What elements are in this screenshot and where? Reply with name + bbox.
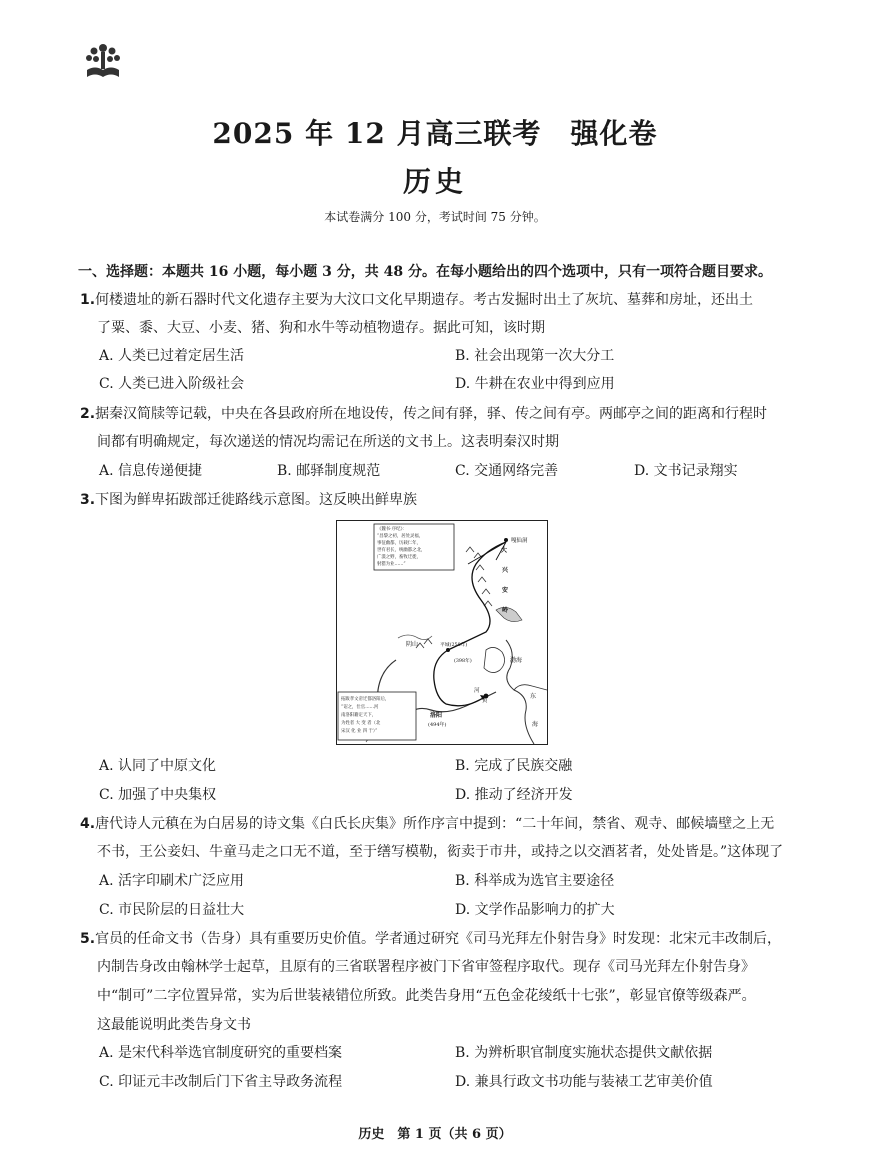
option-1c[interactable]: C. 人类已进入阶级社会 bbox=[99, 376, 245, 392]
tuoba-migration-map bbox=[336, 520, 548, 745]
map-quote2-line-2: “诏之，仕官……河 bbox=[341, 705, 379, 710]
option-5b[interactable]: B. 为辨析职官制度实施状态提供文献依据 bbox=[455, 1045, 713, 1061]
option-4b[interactable]: B. 科举成为选官主要途径 bbox=[455, 873, 615, 889]
option-5c[interactable]: C. 印证元丰改制后门下省主导政务流程 bbox=[99, 1074, 343, 1090]
page-footer: 历史 第 1 页（共 6 页） bbox=[358, 1127, 512, 1142]
map-label-luoyang-year: (494年) bbox=[428, 722, 447, 728]
option-1d[interactable]: D. 牛耕在农业中得到应用 bbox=[455, 376, 615, 392]
map-label-donghai-1: 东 bbox=[530, 693, 537, 700]
option-2a[interactable]: A. 信息传递便捷 bbox=[99, 463, 203, 479]
option-5a[interactable]: A. 是宋代科举选官制度研究的重要档案 bbox=[99, 1045, 343, 1061]
map-label-daxing-4: 岭 bbox=[502, 607, 509, 614]
section-heading: 一、选择题：本题共 16 小题，每小题 3 分，共 48 分。在每小题给出的四个选项中，只有一项符合题目要求。 bbox=[78, 264, 772, 280]
option-2c[interactable]: C. 交通网络完善 bbox=[455, 463, 559, 479]
question-4-line-2: 不书，王公妾妇、牛童马走之口无不道，至于缮写模勒，衒卖于市井，或持之以交酒茗者，处处皆是。”这体现了 bbox=[97, 844, 784, 860]
map-label-river: 河 bbox=[474, 688, 480, 694]
question-5-line-3: 中“制可”二字位置异常，实为后世装裱错位所致。此类告身用“五色金花绫纸十七张”，彰显官僚等级森严。 bbox=[97, 988, 756, 1004]
map-label-daxing-2: 兴 bbox=[502, 567, 509, 574]
question-5-line-4: 这最能说明此类告身文书 bbox=[97, 1017, 251, 1033]
option-3d[interactable]: D. 推动了经济开发 bbox=[455, 787, 573, 803]
map-quote1-line-5: 广漠之野，畜牧迁徙， bbox=[377, 555, 421, 560]
option-3a[interactable]: A. 认同了中原文化 bbox=[99, 758, 217, 774]
map-label-daxing-1: 大 bbox=[501, 547, 508, 554]
map-label-pingcheng: 平城(258年) bbox=[440, 643, 468, 648]
map-label-donghai-2: 海 bbox=[532, 721, 539, 728]
map-quote1-line-4: 世有君长，统幽都之北， bbox=[377, 548, 426, 553]
option-4c[interactable]: C. 市民阶层的日益壮大 bbox=[99, 902, 245, 918]
option-5d[interactable]: D. 兼具行政文书功能与装裱工艺审美价值 bbox=[455, 1074, 713, 1090]
map-label-luoyang: 洛阳 bbox=[430, 712, 443, 719]
option-3c[interactable]: C. 加强了中央集权 bbox=[99, 787, 217, 803]
map-quote1-line-2: “昌黎之初，居处灵福， bbox=[377, 534, 424, 539]
question-4-line-1: 4.唐代诗人元稹在为白居易的诗文集《白氏长庆集》所作序言中提到：“二十年间，禁省、观寺、邮候墙壁之上无 bbox=[80, 816, 775, 832]
map-label-yinshan: 阴山 bbox=[406, 641, 419, 648]
map-quote1-line-1: 《魏书·序纪》： bbox=[377, 527, 407, 532]
option-1b[interactable]: B. 社会出现第一次大分工 bbox=[455, 348, 615, 364]
map-quote1-line-6: 射猎为业……” bbox=[377, 562, 406, 567]
exam-title: 2025 年 12 月高三联考 强化卷 bbox=[212, 117, 658, 150]
option-1a[interactable]: A. 人类已过着定居生活 bbox=[99, 348, 245, 364]
question-5-line-1: 5.官员的任命文书（告身）具有重要历史价值。学者通过研究《司马光拜左仆射告身》时发现：北宋元丰改制后， bbox=[80, 931, 782, 947]
map-quote2-line-3: 南洛阳籍定天下， bbox=[341, 713, 377, 718]
option-2b[interactable]: B. 邮驿制度规范 bbox=[277, 463, 381, 479]
school-logo bbox=[84, 40, 122, 82]
map-quote2-line-4: 为姓者 大 变 者（北 bbox=[341, 721, 381, 726]
map-quote1-line-3: 事征幽都，历载仁年， bbox=[377, 541, 421, 546]
option-4a[interactable]: A. 活字印刷术广泛应用 bbox=[99, 873, 245, 889]
question-5-line-2: 内制告身改由翰林学士起草，且原有的三省联署程序被门下省审签程序取代。现存《司马光拜左仆射告身》 bbox=[97, 959, 755, 975]
question-1-line-2: 了粟、黍、大豆、小麦、猪、狗和水牛等动植物遗存。据此可知，该时期 bbox=[97, 320, 545, 336]
map-label-bohai: 渤海 bbox=[510, 657, 523, 664]
map-label-cave: 嘎仙洞 bbox=[511, 538, 528, 544]
map-label-daxing-3: 安 bbox=[502, 587, 509, 594]
question-1-line-1: 1.何楼遗址的新石器时代文化遗存主要为大汶口文化早期遗存。考古发掘时出土了灰坑、墓葬和房址，还出土 bbox=[80, 292, 754, 308]
question-3-line-1: 3.下图为鲜卑拓跋部迁徙路线示意图。这反映出鲜卑族 bbox=[80, 492, 418, 508]
option-2d[interactable]: D. 文书记录翔实 bbox=[634, 463, 738, 479]
map-label-pingcheng-2: (398年) bbox=[454, 659, 472, 664]
map-label-huang: 黄 bbox=[482, 698, 488, 704]
question-2-line-1: 2.据秦汉简牍等记载，中央在各县政府所在地设传，传之间有驿，驿、传之间有亭。两邮亭之间的距离和行程时 bbox=[80, 406, 768, 422]
exam-note: 本试卷满分 100 分，考试时间 75 分钟。 bbox=[324, 210, 546, 224]
map-quote2-line-1: 拓跋孝文帝迁都洛阳后， bbox=[341, 697, 390, 702]
map-quote2-line-5: 宋汉 化 业 四 于）” bbox=[341, 729, 378, 734]
subject-title: 历史 bbox=[402, 165, 467, 198]
option-3b[interactable]: B. 完成了民族交融 bbox=[455, 758, 573, 774]
question-2-line-2: 间都有明确规定，每次递送的情况均需记在所送的文书上。这表明秦汉时期 bbox=[97, 434, 559, 450]
option-4d[interactable]: D. 文学作品影响力的扩大 bbox=[455, 902, 615, 918]
